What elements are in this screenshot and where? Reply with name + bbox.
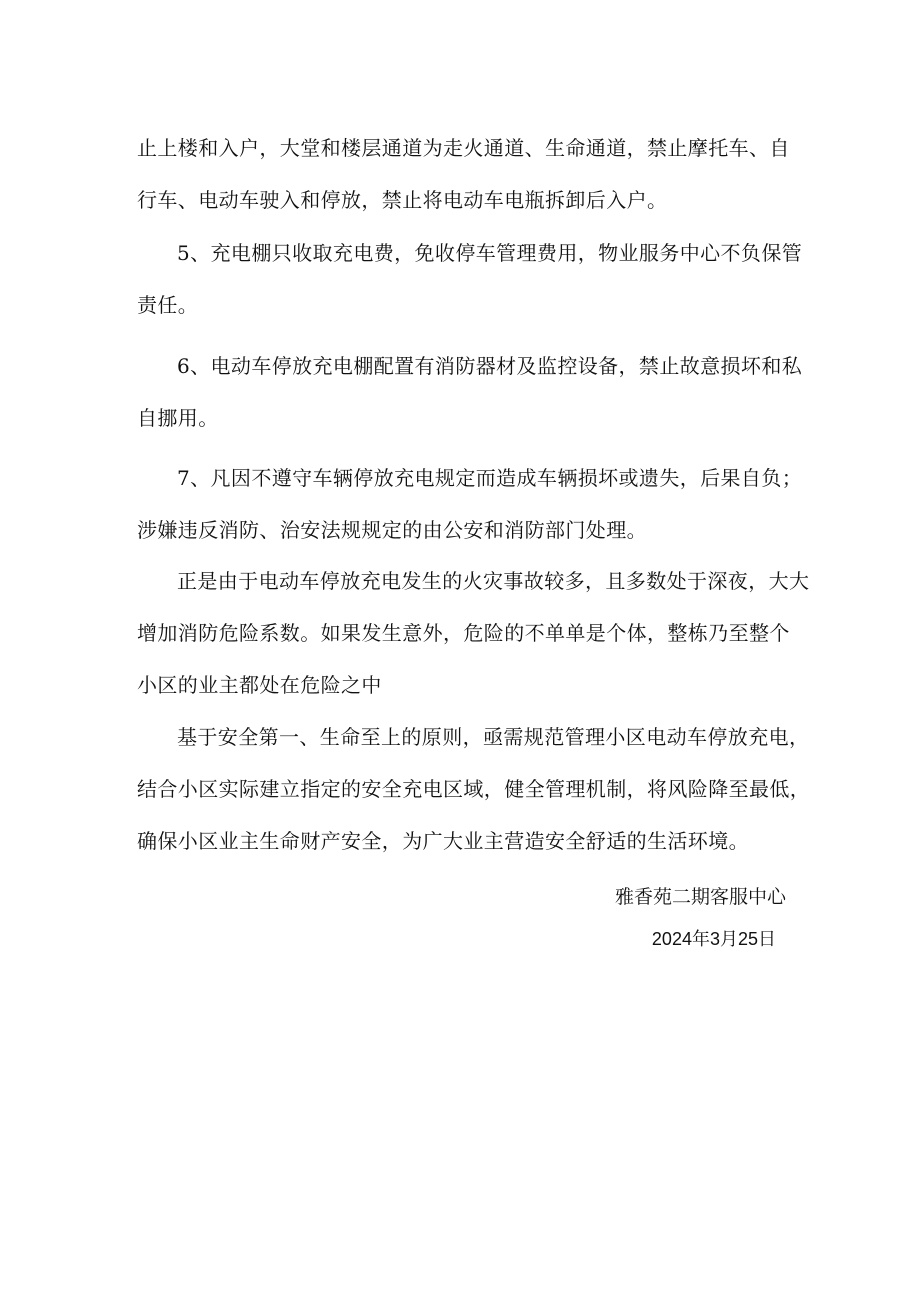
paragraph-line: 自挪用。 [137,406,219,430]
paragraph-rule-5 [137,227,803,331]
signature-date: 2024年3月25日 [651,929,776,949]
paragraph-line: 正是由于电动车停放充电发生的火灾事故较多，且多数处于深夜，大大 [177,569,810,593]
paragraph-continuation-rule-4 [137,122,790,226]
paragraph-line: 责任。 [137,293,199,317]
paragraph-line: 结合小区实际建立指定的安全充电区域，健全管理机制，将风险降至最低， [137,777,811,801]
paragraph-rule-7 [137,452,803,556]
paragraph-line: 6、电动车停放充电棚配置有消防器材及监控设备，禁止故意损坏和私 [177,354,803,378]
paragraph-line: 行车、电动车驶入和停放，禁止将电动车电瓶拆卸后入户。 [137,188,668,212]
paragraph-line: 基于安全第一、生命至上的原则，亟需规范管理小区电动车停放充电， [177,725,810,749]
paragraph-fire-risk [137,555,810,711]
paragraph-line: 小区的业主都处在危险之中 [137,673,382,697]
paragraph-line: 确保小区业主生命财产安全，为广大业主营造安全舒适的生活环境。 [137,829,749,853]
paragraph-line: 7、凡因不遵守车辆停放充电规定而造成车辆损坏或遗失，后果自负； [177,466,803,490]
paragraph-safety-principle [137,711,811,867]
paragraph-line: 增加消防危险系数。如果发生意外，危险的不单单是个体，整栋乃至整个 [137,621,790,645]
signature-block [615,876,786,960]
paragraph-line: 5、充电棚只收取充电费，免收停车管理费用，物业服务中心不负保管 [177,241,803,265]
paragraph-rule-6 [137,340,803,444]
paragraph-line: 止上楼和入户，大堂和楼层通道为走火通道、生命通道，禁止摩托车、自 [137,136,790,160]
paragraph-line: 涉嫌违反消防、治安法规规定的由公安和消防部门处理。 [137,518,647,542]
signature-organization: 雅香苑二期客服中心 [614,886,786,908]
